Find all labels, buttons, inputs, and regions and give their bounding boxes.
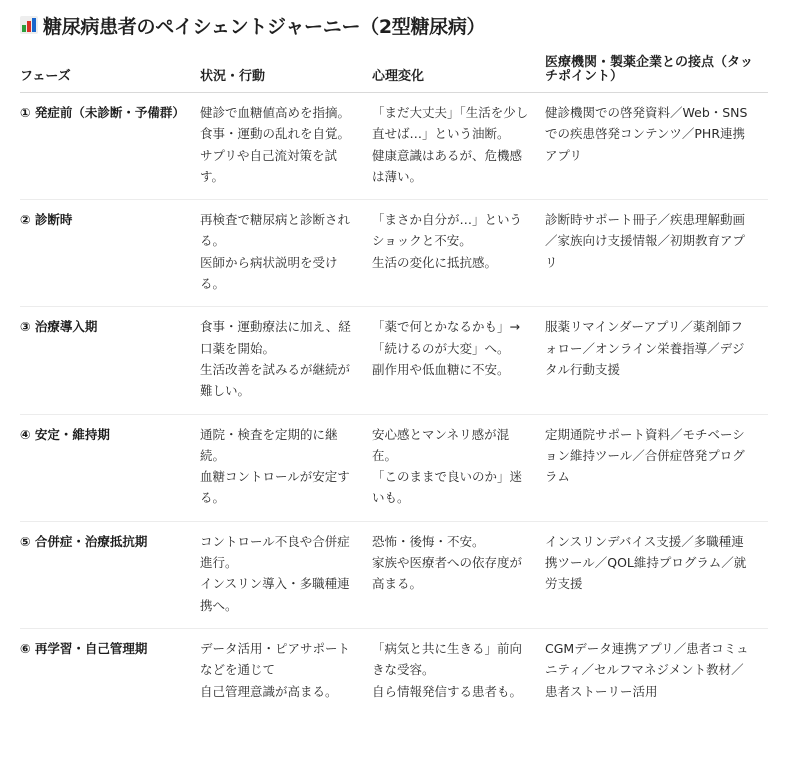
psychology-line: 「病気と共に生きる」前向きな受容。: [372, 640, 523, 678]
psychology-cell: [372, 200, 545, 307]
phase-cell: ② 診断時: [20, 200, 200, 307]
psychology-line: 生活の変化に抵抗感。: [372, 254, 498, 270]
situation-line: 自己管理意識が高まる。: [200, 683, 338, 699]
psychology-line: 恐怖・後悔・不安。: [372, 533, 485, 549]
psychology-line: 副作用や低血糖に不安。: [372, 361, 510, 377]
page-title-text: 糖尿病患者のペイシェントジャーニー（2型糖尿病）: [43, 15, 486, 38]
psychology-line: 健康意識はあるが、危機感は薄い。: [372, 147, 523, 184]
touchpoints-cell: 健診機関での啓発資料／Web・SNSでの疾患啓発コンテンツ／PHR連携アプリ: [545, 93, 768, 200]
psychology-line: 家族や医療者への依存度が高まる。: [372, 555, 523, 592]
situation-line: 食事・運動療法に加え、経口薬を開始。: [200, 319, 351, 356]
situation-line: 血糖コントロールが安定する。: [200, 469, 350, 506]
page-title: [20, 10, 768, 40]
table-row: [20, 628, 768, 750]
situation-line: サプリや自己流対策を試す。: [200, 147, 338, 184]
header-touchpoints: 医療機関・製薬企業との接点（タッチポイント）: [545, 56, 768, 93]
situation-line: 生活改善を試みるが継続が難しい。: [200, 361, 351, 399]
table-header-row: [20, 56, 768, 93]
touchpoints-cell: 診断時サポート冊子／疾患理解動画／家族向け支援情報／初期教育アプリ: [545, 200, 768, 307]
psychology-cell: [372, 307, 545, 414]
situation-line: 健診で血糖値高めを指摘。食事・運動の乱れを自覚。: [200, 105, 351, 142]
header-psychology: 心理変化: [372, 56, 545, 93]
situation-cell: [200, 414, 372, 521]
touchpoints-cell: CGMデータ連携アプリ／患者コミュニティ／セルフマネジメント教材／患者ストーリー活用: [545, 640, 749, 699]
situation-line: 医師から病状説明を受ける。: [200, 254, 338, 292]
psychology-cell: [372, 93, 545, 200]
psychology-cell: [372, 628, 545, 750]
phase-cell: ⑤ 合併症・治療抵抗期: [20, 521, 200, 628]
bar-chart-icon: [20, 16, 38, 34]
header-phase: フェーズ: [20, 56, 200, 93]
table-row: [20, 414, 768, 521]
psychology-line: 「このままで良いのか」迷いも。: [372, 469, 523, 506]
situation-cell: [200, 521, 372, 628]
psychology-cell: [372, 414, 545, 521]
table-row: [20, 93, 768, 200]
situation-line: データ活用・ピアサポートなどを通じて: [200, 640, 351, 678]
table-row: [20, 200, 768, 307]
situation-cell: [200, 307, 372, 414]
situation-line: 通院・検査を定期的に継続。: [200, 426, 338, 463]
psychology-line: 「まさか自分が…」というショックと不安。: [372, 212, 523, 249]
phase-cell: ⑥ 再学習・自己管理期: [20, 640, 148, 656]
situation-cell: [200, 200, 372, 307]
touchpoints-cell: 服薬リマインダーアプリ／薬剤師フォロー／オンライン栄養指導／デジタル行動支援: [545, 307, 768, 414]
situation-line: 再検査で糖尿病と診断される。: [200, 212, 351, 249]
phase-cell: ④ 安定・維持期: [20, 414, 200, 521]
psychology-line: 「まだ大丈夫」「生活を少し直せば…」という油断。: [372, 105, 529, 142]
psychology-line: 「薬で何とかなるかも」→「続けるのが大変」へ。: [372, 319, 520, 356]
psychology-cell: [372, 521, 545, 628]
situation-line: インスリン導入・多職種連携へ。: [200, 576, 350, 613]
touchpoints-cell: 定期通院サポート資料／モチベーション維持ツール／合併症啓発プログラム: [545, 414, 768, 521]
situation-cell: [200, 93, 372, 200]
situation-line: コントロール不良や合併症進行。: [200, 533, 350, 571]
patient-journey-table: [20, 56, 768, 750]
psychology-line: 自ら情報発信する患者も。: [372, 683, 523, 699]
touchpoints-cell: インスリンデバイス支援／多職種連携ツール／QOL維持プログラム／就労支援: [545, 521, 768, 628]
table-row: [20, 307, 768, 414]
table-row: [20, 521, 768, 628]
phase-cell: ③ 治療導入期: [20, 307, 200, 414]
psychology-line: 安心感とマンネリ感が混在。: [372, 426, 510, 463]
header-situation: 状況・行動: [200, 56, 372, 93]
situation-cell: [200, 628, 372, 750]
phase-cell: ① 発症前（未診断・予備群）: [20, 93, 200, 200]
